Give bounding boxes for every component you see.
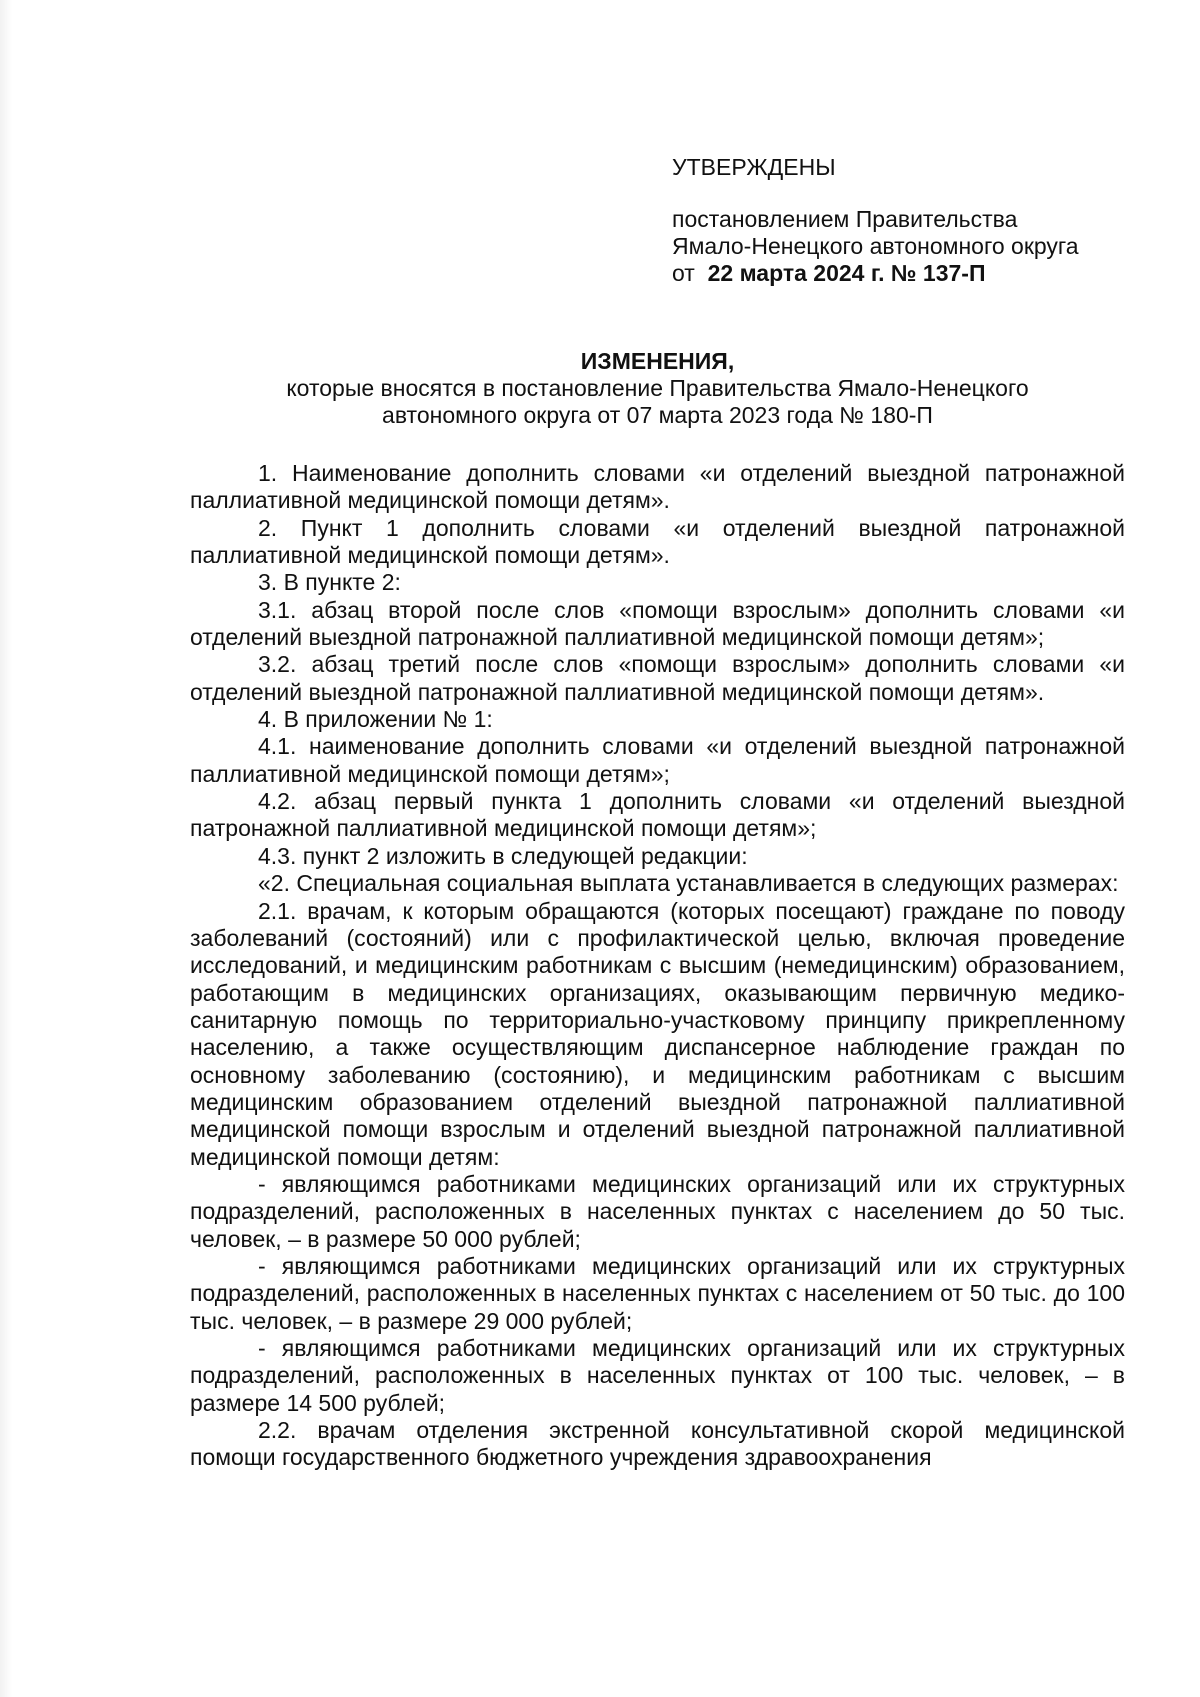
approval-line: постановлением Правительства	[672, 206, 1018, 232]
title-subtitle-line: автономного округа от 07 марта 2023 года № 180-П	[382, 402, 933, 428]
paragraph: 4.1. наименование дополнить словами «и отделений выездной патронажной паллиативной медицинской помощи детям»;	[190, 733, 1125, 787]
approval-line: Ямало-Ненецкого автономного округа	[672, 233, 1079, 259]
paragraph: 4.2. абзац первый пункта 1 дополнить словами «и отделений выездной патронажной паллиативной медицинской помощи детям»;	[190, 788, 1125, 842]
paragraph: «2. Специальная социальная выплата устанавливается в следующих размерах:	[258, 870, 1119, 897]
paragraph: 3.1. абзац второй после слов «помощи взрослым» дополнить словами «и отделений выездной патронажной паллиативной медицинской помощи детям»;	[190, 596, 1125, 651]
paragraph: - являющимся работниками медицинских организаций или их структурных подразделений, расположенных в населенных пунктах с населением до 50 тыс. человек, – в размере 50 000 рублей;	[190, 1170, 1125, 1252]
approval-stamp	[672, 154, 1142, 287]
paragraph: 3.2. абзац третий после слов «помощи взрослым» дополнить словами «и отделений выездной патронажной паллиативной медицинской помощи детям».	[190, 651, 1125, 705]
paragraph: 4.3. пункт 2 изложить в следующей редакции:	[258, 842, 748, 869]
paragraph: 3. В пункте 2:	[258, 569, 401, 596]
approved-label: УТВЕРЖДЕНЫ	[672, 154, 836, 180]
paragraph: - являющимся работниками медицинских организаций или их структурных подразделений, расположенных в населенных пунктах от 100 тыс. человек, – в размере 14 500 рублей;	[190, 1335, 1125, 1416]
paragraph: 4. В приложении № 1:	[258, 706, 493, 733]
document-body	[190, 460, 1125, 1472]
paragraph: - являющимся работниками медицинских организаций или их структурных подразделений, расположенных в населенных пунктах с населением от 50 тыс. до 100 тыс. человек, – в размере 29 000 рублей;	[190, 1252, 1125, 1334]
document-title	[190, 348, 1125, 429]
resolution-date-number: 22 марта 2024 г. № 137-П	[707, 260, 986, 286]
paragraph: 1. Наименование дополнить словами «и отделений выездной патронажной паллиативной медицинской помощи детям».	[190, 460, 1125, 514]
paragraph: 2. Пункт 1 дополнить словами «и отделений выездной патронажной паллиативной медицинской помощи детям».	[190, 514, 1125, 569]
title-heading: ИЗМЕНЕНИЯ,	[580, 348, 735, 374]
paragraph: 2.2. врачам отделения экстренной консультативной скорой медицинской помощи государственного бюджетного учреждения здравоохранения	[190, 1417, 1125, 1471]
approval-date-line	[672, 260, 1142, 287]
title-subtitle-line: которые вносятся в постановление Правительства Ямало-Ненецкого	[286, 375, 1029, 401]
paragraph: 2.1. врачам, к которым обращаются (которых посещают) граждане по поводу заболеваний (состояний) или с профилактической целью, включая проведение исследований, и медицинским работникам с высшим (немедицинским) образованием, работающим в медицинских организациях, оказывающим первичную медико-санитарную помощь по территориально-участковому принципу прикрепленному населению, а также осуществляющим диспансерное наблюдение граждан по основному заболеванию (состоянию), и медицинским работникам с высшим медицинским образованием отделений выездной патронажной паллиативной медицинской помощи взрослым и отделений выездной патронажной паллиативной медицинской помощи детям:	[190, 897, 1125, 1170]
date-prefix: от	[672, 260, 695, 286]
